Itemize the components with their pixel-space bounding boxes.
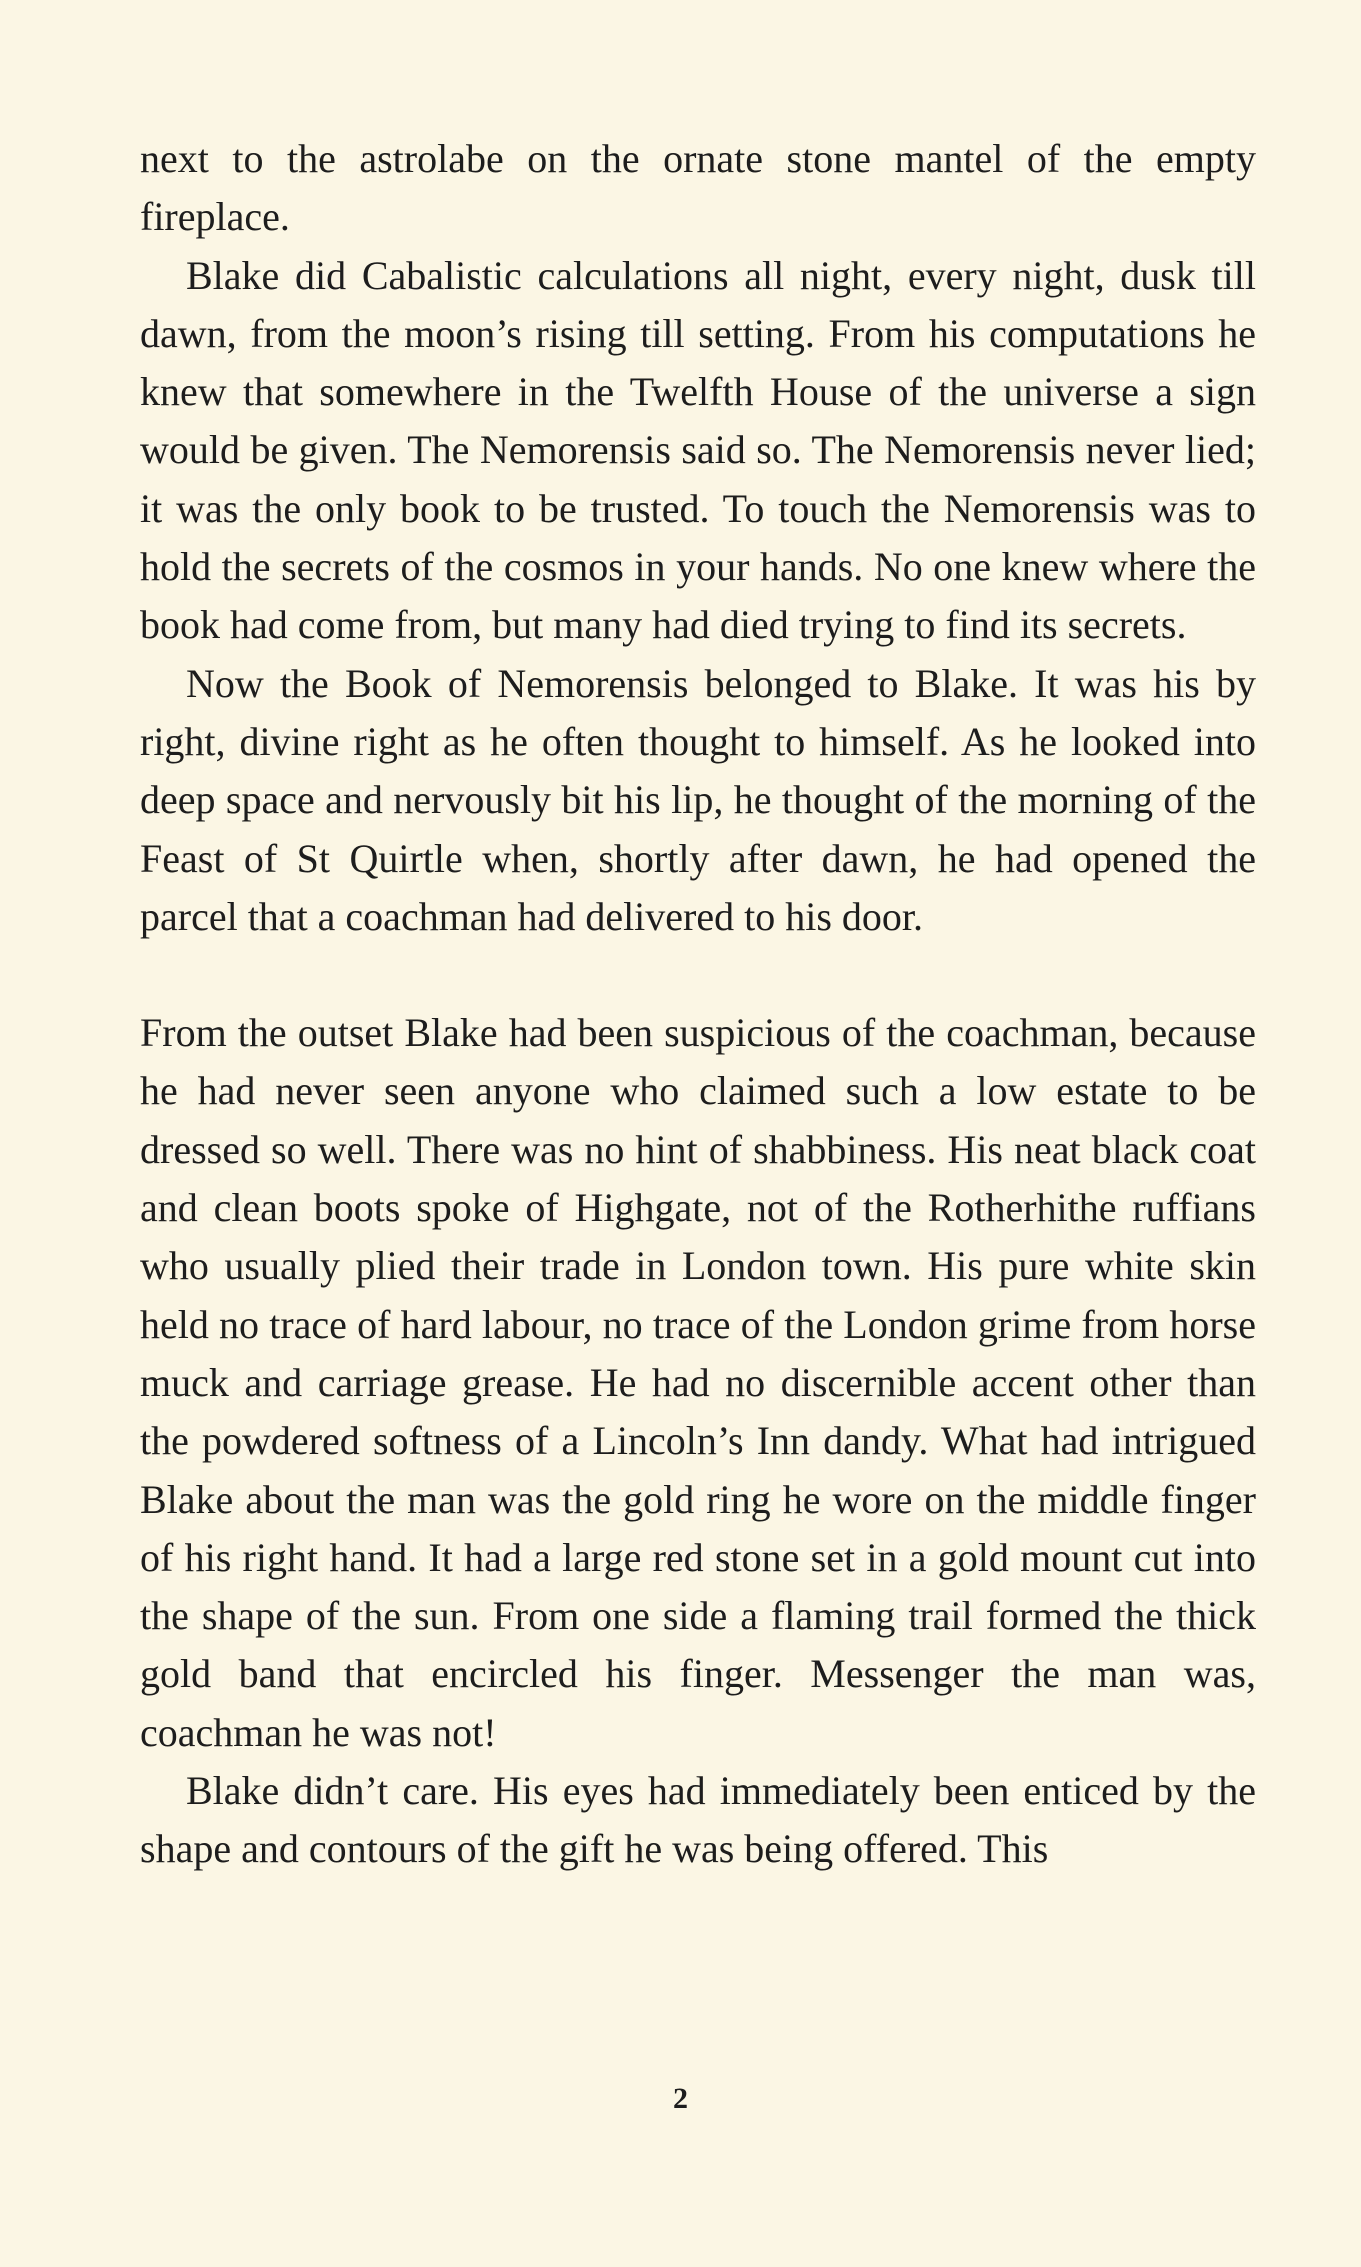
page-number: 2 xyxy=(673,2082,688,2115)
paragraph-calculations: Blake did Cabalistic calculations all night, every night, dusk till dawn, from the moon’s rising till setting. From his computations he knew that somewhere in the Twelfth House of the universe a sign would be given. The Nemorensis said so. The Nemorensis never lied; it was the only book to be trusted. To touch the Nemorensis was to hold the secrets of the cosmos in your hands. No one knew where the book had come from, but many had died trying to find its secrets. xyxy=(140,252,1256,648)
paragraph-gift: Blake didn’t care. His eyes had immediately been enticed by the shape and contours of the gift he was being offered. This xyxy=(140,1768,1256,1872)
paragraph-coachman: From the outset Blake had been suspicious of the coachman, because he had never seen anyone who claimed such a low estate to be dressed so well. There was no hint of shabbiness. His neat black coat and clean boots spoke of Highgate, not of the Rotherhithe ruffians who usually plied their trade in London town. His pure white skin held no trace of hard labour, no trace of the London grime from horse muck and carriage grease. He had no discernible accent other than the powdered softness of a Lincoln’s Inn dandy. What had intrigued Blake about the man was the gold ring he wore on the middle finger of his right hand. It had a large red stone set in a gold mount cut into the shape of the sun. From one side a flaming trail formed the thick gold band that encircled his finger. Messenger the man was, coachman he was not! xyxy=(140,1010,1256,1755)
page-body xyxy=(140,130,1256,1879)
paragraph-book-belonged: Now the Book of Nemorensis belonged to Blake. It was his by right, divine right as he often thought to himself. As he looked into deep space and nervously bit his lip, he thought of the morning of the Feast of St Quirtle when, shortly after dawn, he had opened the parcel that a coachman had delivered to his door. xyxy=(140,660,1256,939)
paragraph-continuation: next to the astrolabe on the ornate stone mantel of the empty fireplace. xyxy=(140,136,1256,240)
